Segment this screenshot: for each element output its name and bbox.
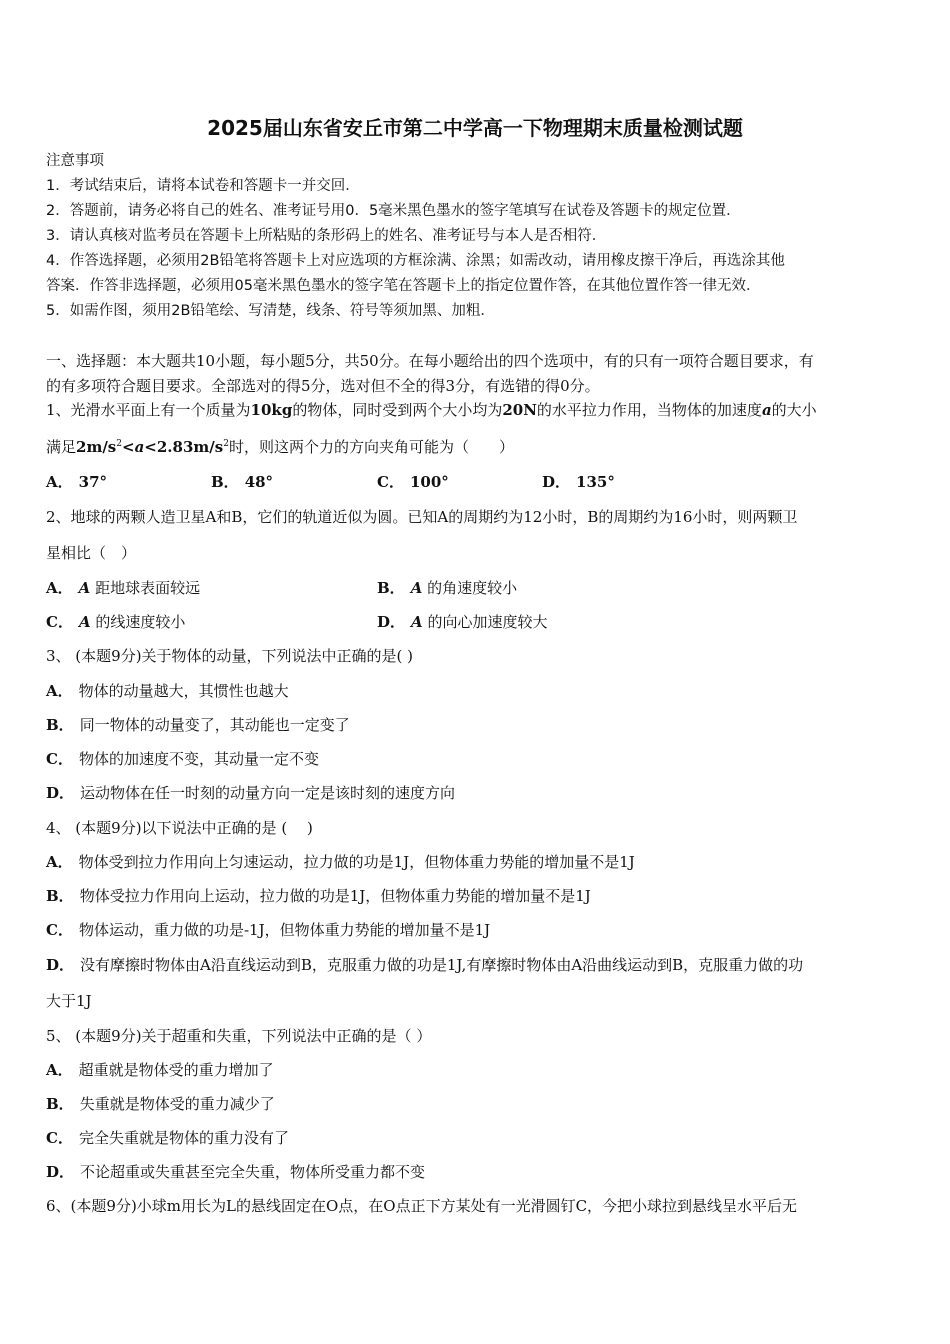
q1-option-a[interactable] (46, 472, 107, 492)
q1-text: 满足 (46, 438, 77, 456)
question-3-stem: 3、 (本题9分)关于物体的动量，下列说法中正确的是( ) (46, 647, 414, 665)
question-2-options-row-2 (46, 612, 906, 632)
option-text: 距地球表面较远 (95, 579, 201, 597)
option-label: C． (377, 473, 404, 491)
option-text: 的线速度较小 (95, 613, 186, 631)
question-4-stem: 4、 (本题9分)以下说法中正确的是 ( ) (46, 819, 313, 837)
option-text: 完全失重就是物体的重力没有了 (78, 1129, 289, 1147)
q2-option-c[interactable] (46, 612, 185, 632)
question-1-options (46, 472, 906, 492)
option-label: C． (46, 613, 73, 631)
question-2-stem-line-2: 星相比（ ） (46, 544, 137, 562)
document-title: 2025届山东省安丘市第二中学高一下物理期末质量检测试题 (207, 116, 743, 140)
q3-option-d[interactable] (46, 783, 455, 803)
option-label: A． (46, 682, 73, 700)
q1-lt: < (121, 438, 135, 456)
q5-option-c[interactable] (46, 1128, 289, 1148)
option-text: 物体受到拉力作用向上匀速运动，拉力做的功是1J，但物体重力势能的增加量不是1J (78, 853, 635, 871)
q2-option-b[interactable] (377, 578, 517, 598)
q5-option-a[interactable] (46, 1060, 274, 1080)
question-2-stem-line-1: 2、地球的两颗人造卫星A和B，它们的轨道近似为圆。已知A的周期约为12小时，B的周期约为16小时，则两颗卫 (46, 508, 798, 526)
option-label: C． (46, 921, 73, 939)
option-text: 物体的动量越大，其惯性也越大 (78, 682, 289, 700)
option-label: B． (211, 473, 239, 491)
notice-item-4-cont: 答案．作答非选择题，必须用05毫米黑色墨水的签字笔在答题卡上的指定位置作答，在其他位置作答一律无效． (46, 278, 761, 294)
option-text: 超重就是物体受的重力增加了 (78, 1061, 274, 1079)
q5-option-d[interactable] (46, 1162, 425, 1182)
option-label: D． (46, 956, 75, 974)
q1-variable: a (134, 438, 145, 456)
option-text: 物体运动，重力做的功是-1J，但物体重力势能的增加量不是1J (78, 921, 491, 939)
notice-item-1: 1．考试结束后，请将本试卷和答题卡一并交回． (46, 178, 360, 194)
q1-exponent: 2 (116, 439, 122, 449)
q1-variable: a (761, 401, 772, 419)
option-label: D． (542, 473, 571, 491)
question-2-options-row-1 (46, 578, 906, 598)
notice-item-5: 5．如需作图，须用2B铅笔绘、写清楚，线条、符号等须加黑、加粗． (46, 303, 495, 319)
option-label: B． (46, 1095, 74, 1113)
option-text: 48° (244, 473, 274, 491)
q3-option-b[interactable] (46, 715, 350, 735)
q4-option-d-continuation: 大于1J (46, 992, 92, 1010)
option-text: 同一物体的动量变了，其动能也一定变了 (79, 716, 350, 734)
option-label: A． (46, 1061, 73, 1079)
option-text: 物体的加速度不变，其动量一定不变 (78, 750, 319, 768)
q4-option-b[interactable] (46, 886, 591, 906)
option-label: A． (46, 473, 73, 491)
option-label: A． (46, 579, 73, 597)
notice-item-2: 2．答题前，请务必将自己的姓名、准考证号用0．5毫米黑色墨水的签字笔填写在试卷及答题卡的规定位置． (46, 203, 741, 219)
option-text: 运动物体在任一时刻的动量方向一定是该时刻的速度方向 (80, 784, 456, 802)
q1-force: 20N (502, 401, 537, 419)
option-text: 37° (78, 473, 108, 491)
q5-option-b[interactable] (46, 1094, 275, 1114)
option-text: 的向心加速度较大 (427, 613, 548, 631)
q1-mass: 10kg (250, 401, 293, 419)
notice-heading: 注意事项 (46, 153, 104, 169)
option-variable: A (78, 613, 91, 631)
question-6-stem: 6、(本题9分)小球m用长为L的悬线固定在O点，在O点正下方某处有一光滑圆钉C，今把小球拉到悬线呈水平后无 (46, 1197, 798, 1215)
option-label: D． (46, 1163, 75, 1181)
option-variable: A (411, 613, 423, 631)
q1-option-b[interactable] (211, 472, 273, 492)
option-label: A． (46, 853, 73, 871)
question-1-stem-line-1 (46, 400, 817, 420)
option-label: B． (377, 579, 405, 597)
option-label: D． (46, 784, 75, 802)
option-text: 135° (576, 473, 615, 491)
option-label: B． (46, 716, 74, 734)
question-1-stem-line-2 (46, 437, 514, 457)
option-variable: A (78, 579, 91, 597)
notice-item-3: 3．请认真核对监考员在答题卡上所粘贴的条形码上的姓名、准考证号与本人是否相符． (46, 228, 607, 244)
option-text: 不论超重或失重甚至完全失重，物体所受重力都不变 (80, 1163, 426, 1181)
option-label: C． (46, 750, 73, 768)
option-text: 没有摩擦时物体由A沿直线运动到B，克服重力做的功是1J,有摩擦时物体由A沿曲线运动到B，克服重力做的功 (80, 956, 804, 974)
q1-option-c[interactable] (377, 472, 449, 492)
q1-lower-bound: 2m/s (76, 438, 117, 456)
q1-text: 的大小 (771, 401, 817, 419)
option-text: 物体受拉力作用向上运动，拉力做的功是1J，但物体重力势能的增加量不是1J (79, 887, 591, 905)
q1-text: 的物体，同时受到两个大小均为 (292, 401, 503, 419)
option-text: 失重就是物体受的重力减少了 (79, 1095, 275, 1113)
option-text: 的角速度较小 (427, 579, 518, 597)
notice-item-4: 4．作答选择题，必须用2B铅笔将答题卡上对应选项的方框涂满、涂黑；如需改动，请用橡皮擦干净后，再选涂其他 (46, 253, 785, 269)
q1-text: 的水平拉力作用，当物体的加速度 (536, 401, 762, 419)
q4-option-a[interactable] (46, 852, 635, 872)
question-5-stem: 5、 (本题9分)关于超重和失重，下列说法中正确的是（ ） (46, 1027, 432, 1045)
q1-upper-bound: 2.83m/s (156, 438, 224, 456)
option-text: 100° (409, 473, 449, 491)
option-label: D． (377, 613, 406, 631)
q3-option-a[interactable] (46, 681, 289, 701)
section-instructions-line-2: 的有多项符合题目要求。全部选对的得5分，选对但不全的得3分，有选错的得0分。 (46, 377, 600, 395)
option-label: C． (46, 1129, 73, 1147)
q4-option-d[interactable] (46, 955, 803, 975)
q3-option-c[interactable] (46, 749, 319, 769)
q4-option-c[interactable] (46, 920, 490, 940)
q1-text: 时，则这两个力的方向夹角可能为（ ） (228, 438, 514, 456)
q1-option-d[interactable] (542, 472, 615, 492)
q2-option-a[interactable] (46, 578, 200, 598)
q1-exponent: 2 (223, 439, 229, 449)
q2-option-d[interactable] (377, 612, 547, 632)
option-variable: A (410, 579, 423, 597)
option-label: B． (46, 887, 74, 905)
q1-lt: < (144, 438, 157, 456)
section-instructions-line-1: 一、选择题：本大题共10小题，每小题5分，共50分。在每小题给出的四个选项中，有的只有一项符合题目要求，有 (46, 352, 814, 370)
q1-text: 1、光滑水平面上有一个质量为 (46, 401, 251, 419)
